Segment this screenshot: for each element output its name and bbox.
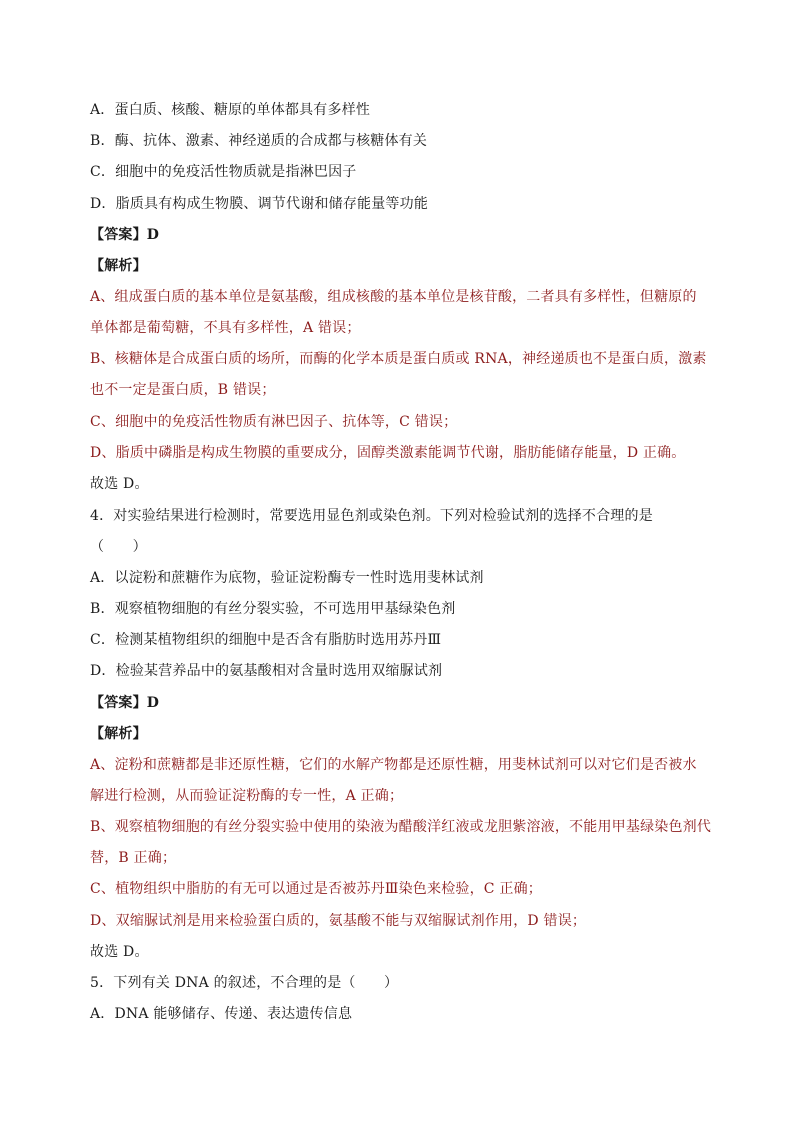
q3-analysis-line: 也不一定是蛋白质，B 错误； [90,382,276,398]
q3-analysis-line: A、组成蛋白质的基本单位是氨基酸，组成核酸的基本单位是核苷酸，二者具有多样性，但糖原的 [90,289,697,305]
q3-option-b: B．酶、抗体、激素、神经递质的合成都与核糖体有关 [90,133,428,149]
q3-analysis-line: 单体都是葡萄糖，不具有多样性，A 错误； [90,320,361,336]
q5-stem: 5．下列有关 DNA 的叙述，不合理的是（ ） [90,975,399,991]
q4-conclusion: 故选 D。 [90,944,149,960]
q4-option-a: A．以淀粉和蔗糖作为底物，验证淀粉酶专一性时选用斐林试剂 [90,570,484,586]
q3-conclusion: 故选 D。 [90,476,149,492]
q4-answer: 【答案】D [90,695,160,711]
q3-option-a: A．蛋白质、核酸、糖原的单体都具有多样性 [90,102,371,118]
q4-option-c: C．检测某植物组织的细胞中是否含有脂肪时选用苏丹Ⅲ [90,632,442,648]
q3-analysis-line: C、细胞中的免疫活性物质有淋巴因子、抗体等，C 错误； [90,414,458,430]
q5-option-a: A．DNA 能够储存、传递、表达遗传信息 [90,1006,353,1022]
q4-analysis-label: 【解析】 [90,726,147,742]
q3-analysis-line: B、核糖体是合成蛋白质的场所，而酶的化学本质是蛋白质或 RNA，神经递质也不是蛋白质，激素 [90,351,707,367]
q4-option-d: D．检验某营养品中的氨基酸相对含量时选用双缩脲试剂 [90,663,443,679]
q4-analysis-line: A、淀粉和蔗糖都是非还原性糖，它们的水解产物都是还原性糖，用斐林试剂可以对它们是否被水 [90,757,697,773]
q3-analysis-label: 【解析】 [90,258,147,274]
q4-analysis-line: C、植物组织中脂肪的有无可以通过是否被苏丹Ⅲ染色来检验，C 正确； [90,881,542,897]
q4-stem: 4．对实验结果进行检测时，常要选用显色剂或染色剂。下列对检验试剂的选择不合理的是 [90,508,653,524]
q4-analysis-line: 替，B 正确； [90,850,177,866]
q4-analysis-line: 解进行检测，从而验证淀粉酶的专一性，A 正确； [90,788,404,804]
q4-option-b: B．观察植物细胞的有丝分裂实验，不可选用甲基绿染色剂 [90,601,456,617]
q4-answer-blank: （ ） [90,539,147,555]
q3-answer: 【答案】D [90,227,160,243]
q3-option-d: D．脂质具有构成生物膜、调节代谢和储存能量等功能 [90,196,429,212]
q3-analysis-line: D、脂质中磷脂是构成生物膜的重要成分，固醇类激素能调节代谢，脂肪能储存能量，D 正确。 [90,445,686,461]
q4-analysis-line: D、双缩脲试剂是用来检验蛋白质的，氨基酸不能与双缩脲试剂作用，D 错误； [90,913,587,929]
q4-analysis-line: B、观察植物细胞的有丝分裂实验中使用的染液为醋酸洋红液或龙胆紫溶液，不能用甲基绿染色剂代 [90,819,712,835]
q3-option-c: C．细胞中的免疫活性物质就是指淋巴因子 [90,164,357,180]
